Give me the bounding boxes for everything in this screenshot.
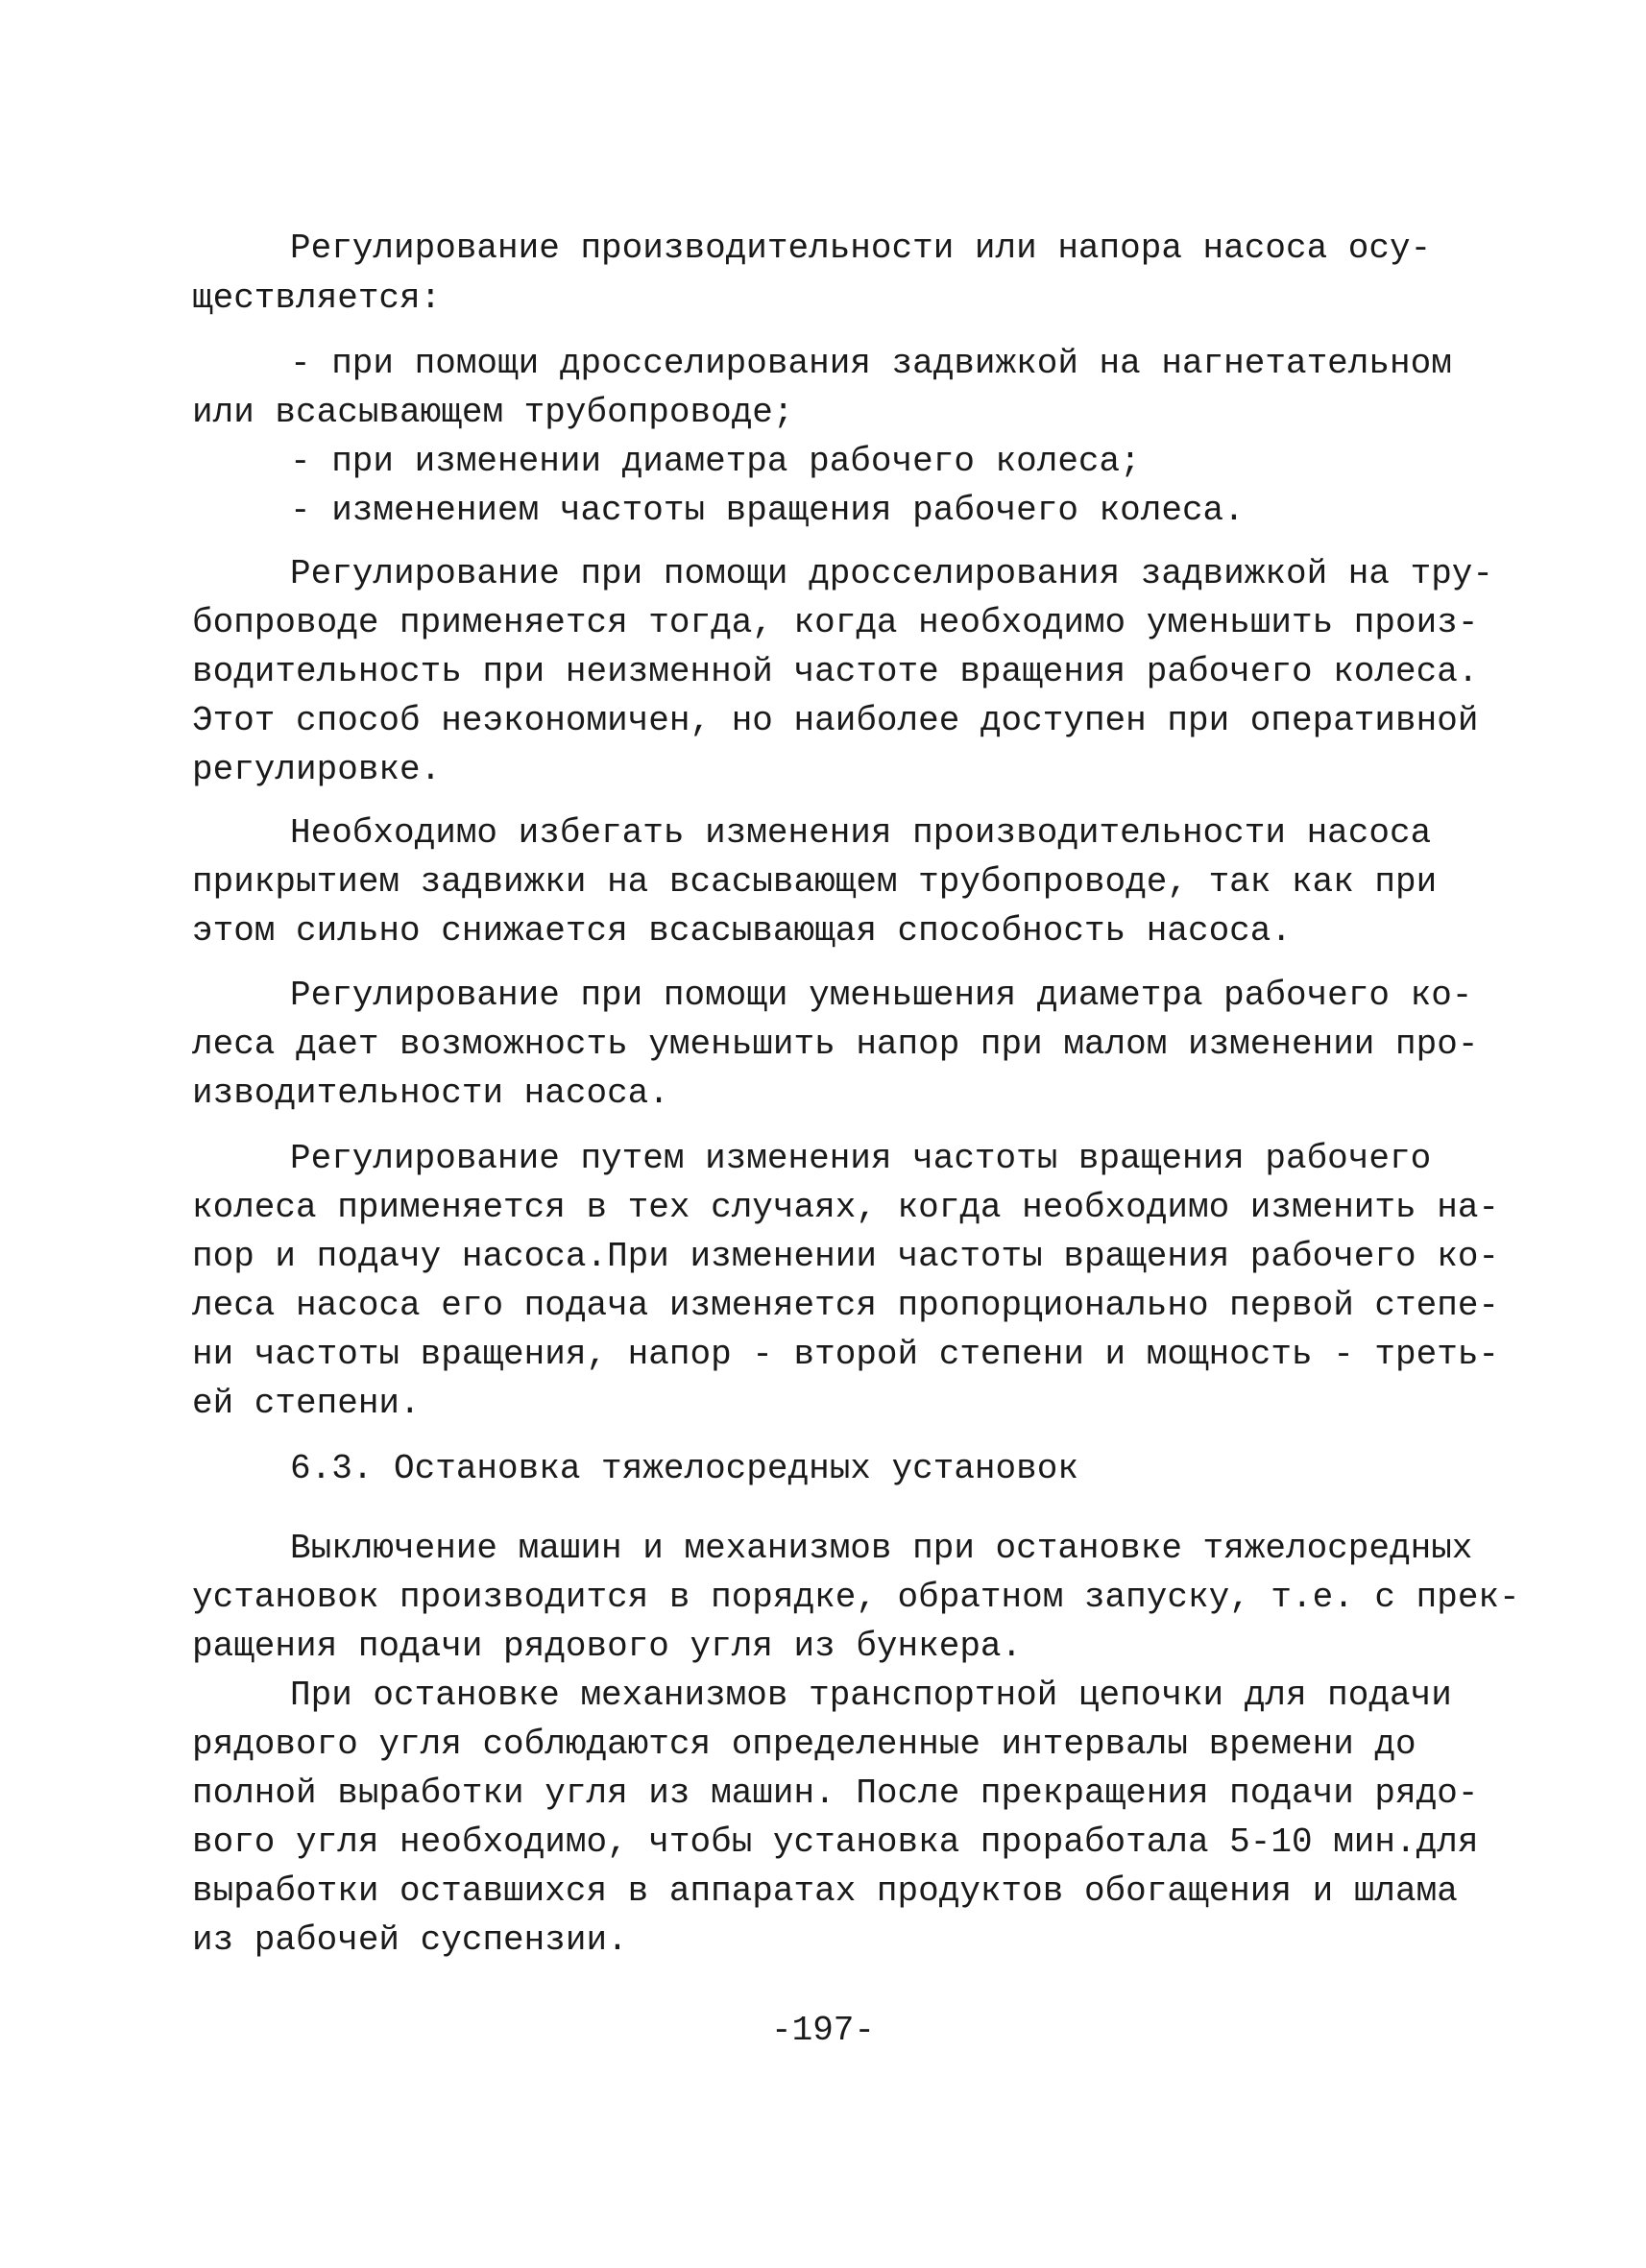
text-line: ществляется: xyxy=(192,278,442,318)
list-item: - изменением частоты вращения рабочего колеса. xyxy=(290,491,1245,530)
page-number: -197- xyxy=(770,2011,876,2050)
text-line: Необходимо избегать изменения производительности насоса xyxy=(290,813,1432,853)
text-line: ей степени. xyxy=(192,1384,421,1423)
text-line: колеса применяется в тех случаях, когда необходимо изменить на- xyxy=(192,1188,1500,1227)
text-line: или всасывающем трубопроводе; xyxy=(192,393,794,432)
text-line: этом сильно снижается всасывающая способность насоса. xyxy=(192,911,1292,951)
text-line: ни частоты вращения, напор - второй степени и мощность - треть- xyxy=(192,1335,1500,1374)
text-line: из рабочей суспензии. xyxy=(192,1920,628,1960)
text-line: выработки оставшихся в аппаратах продуктов обогащения и шлама xyxy=(192,1871,1458,1911)
text-line: установок производится в порядке, обратном запуску, т.е. с прек- xyxy=(192,1578,1520,1617)
text-line: регулировке. xyxy=(192,750,442,789)
section-heading: 6.3. Остановка тяжелосредных установок xyxy=(290,1449,1078,1488)
text-line: вого угля необходимо, чтобы установка проработала 5-10 мин.для xyxy=(192,1822,1479,1862)
text-line: Регулирование при помощи дросселирования задвижкой на тру- xyxy=(290,554,1494,593)
text-line: пор и подачу насоса.При изменении частоты вращения рабочего ко- xyxy=(192,1237,1500,1276)
text-line: Регулирование при помощи уменьшения диаметра рабочего ко- xyxy=(290,976,1473,1015)
text-line: леса дает возможность уменьшить напор при малом изменении про- xyxy=(192,1025,1479,1064)
text-line: полной выработки угля из машин. После прекращения подачи рядо- xyxy=(192,1773,1479,1813)
text-line: Регулирование путем изменения частоты вращения рабочего xyxy=(290,1139,1432,1178)
text-line: Регулирование производительности или напора насоса осу- xyxy=(290,229,1432,268)
list-item: - при изменении диаметра рабочего колеса; xyxy=(290,442,1141,481)
text-line: ращения подачи рядового угля из бункера. xyxy=(192,1627,1023,1666)
text-line: рядового угля соблюдаются определенные интервалы времени до xyxy=(192,1725,1416,1764)
list-item: - при помощи дросселирования задвижкой на нагнетательном xyxy=(290,344,1452,383)
text-line: Этот способ неэкономичен, но наиболее доступен при оперативной xyxy=(192,701,1479,740)
text-line: леса насоса его подача изменяется пропорционально первой степе- xyxy=(192,1286,1500,1325)
text-line: изводительности насоса. xyxy=(192,1074,669,1113)
text-line: водительность при неизменной частоте вращения рабочего колеса. xyxy=(192,652,1479,691)
text-line: прикрытием задвижки на всасывающем трубопроводе, так как при xyxy=(192,862,1438,902)
text-line: Выключение машин и механизмов при остановке тяжелосредных xyxy=(290,1529,1473,1568)
text-line: При остановке механизмов транспортной цепочки для подачи xyxy=(290,1676,1452,1715)
text-line: бопроводе применяется тогда, когда необходимо уменьшить произ- xyxy=(192,603,1479,642)
